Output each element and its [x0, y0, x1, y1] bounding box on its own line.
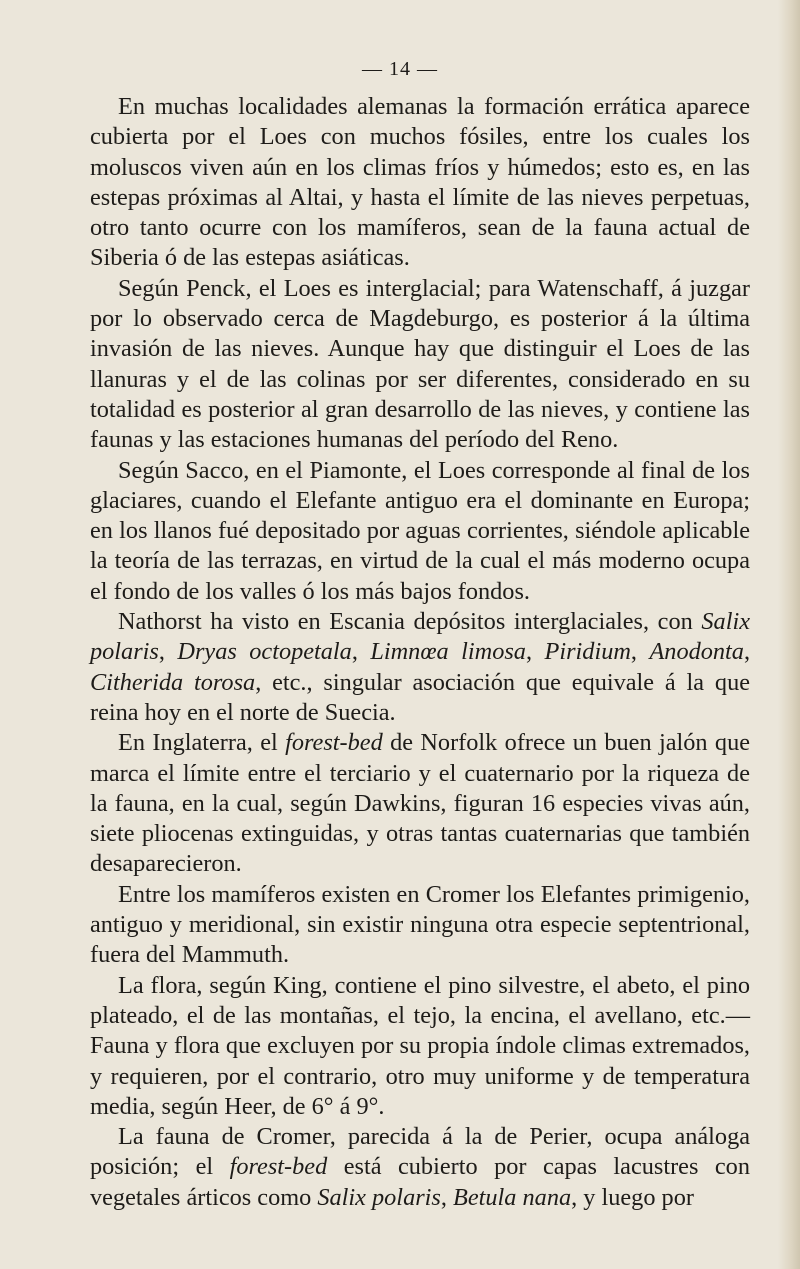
text-run: ,	[743, 638, 751, 666]
italic-term: Betula nana	[453, 1183, 572, 1211]
italic-term: forest-bed	[229, 1153, 328, 1181]
text-run: ,	[351, 638, 371, 666]
italic-term: forest-bed	[285, 729, 383, 757]
italic-term: Salix polaris	[90, 608, 750, 666]
text-run: , y luego por	[571, 1183, 694, 1211]
text-run: Nathorst ha visto en Escania depósitos interglaciales, con	[118, 608, 702, 636]
text-run: ,	[525, 638, 545, 666]
text-run: ,	[440, 1183, 454, 1211]
text-run: En Inglaterra, el	[118, 729, 286, 757]
page-number: — 14 —	[362, 58, 438, 80]
paragraph-p5	[90, 728, 750, 879]
text-run: Según Penck, el Loes es interglacial; para Watenschaff, á juzgar por lo observado cerca de Magdeburgo, es posterior á la última invasión de las nieves. Aunque hay que distinguir el Loes de las llanuras y el de las colinas por ser diferentes, considerado en su totalidad es posterior al gran desarrollo de las nieves, y contiene las faunas y las estaciones humanas del período del Reno.	[90, 274, 750, 454]
body-text	[90, 92, 750, 1213]
text-run: Entre los mamíferos existen en Cromer los Elefantes primigenio, antiguo y meridional, sin existir ninguna otra especie septentrional, fuera del Mammuth.	[90, 880, 750, 969]
italic-term: Dryas octopetala	[177, 638, 352, 666]
text-run: En muchas localidades alemanas la formación errática aparece cubierta por el Loes con muchos fósiles, entre los cuales los moluscos viven aún en los climas fríos y húmedos; esto es, en las estepas próximas al Altai, y hasta el límite de las nieves perpetuas, otro tanto ocurre con los mamíferos, sean de la fauna actual de Siberia ó de las estepas asiáticas.	[90, 93, 750, 272]
paragraph-p7	[90, 971, 750, 1122]
italic-term: Piridium	[544, 638, 631, 666]
italic-term: Limnœa limosa	[370, 638, 526, 666]
italic-term: Salix polaris	[317, 1183, 441, 1211]
paragraph-p2	[90, 274, 750, 456]
paragraph-p8	[90, 1122, 750, 1213]
italic-term: Anodonta	[649, 638, 744, 666]
text-run: está cubierto por capas lacustres con vegetales árticos como	[90, 1153, 750, 1211]
paragraph-p3	[90, 456, 750, 607]
paragraph-p6	[90, 880, 750, 971]
text-run: ,	[630, 638, 650, 666]
paragraph-p1	[90, 92, 750, 274]
text-run: Según Sacco, en el Piamonte, el Loes corresponde al final de los glaciares, cuando el Elefante antiguo era el dominante en Europa; en los llanos fué depositado por aguas corrientes, siéndole aplicable la teoría de las terrazas, en virtud de la cual el más moderno ocupa el fondo de los valles ó los más bajos fondos.	[90, 456, 750, 605]
text-run: , etc., singular asociación que equivale á la que reina hoy en el norte de Suecia.	[90, 668, 751, 726]
text-run: de Norfolk ofrece un buen jalón que marca el límite entre el terciario y el cuaternario por la riqueza de la fauna, en la cual, según Dawkins, figuran 16 especies vivas aún, siete pliocenas extinguidas, y otras tantas cuaternarias que también desaparecieron.	[90, 729, 750, 878]
italic-term: Citherida torosa	[90, 668, 256, 696]
text-run: La flora, según King, contiene el pino silvestre, el abeto, el pino plateado, el de las montañas, el tejo, la encina, el avellano, etc.—Fauna y flora que excluyen por su propia índole climas extremados, y requieren, por el contrario, otro muy uniforme y de temperatura media, según Heer, de 6° á 9°.	[90, 971, 750, 1120]
paragraph-p4	[90, 607, 750, 728]
page-edge-shadow	[778, 0, 800, 1269]
text-run: La fauna de Cromer, parecida á la de Perier, ocupa análoga posición; el	[90, 1123, 750, 1181]
text-run: ,	[158, 638, 178, 666]
